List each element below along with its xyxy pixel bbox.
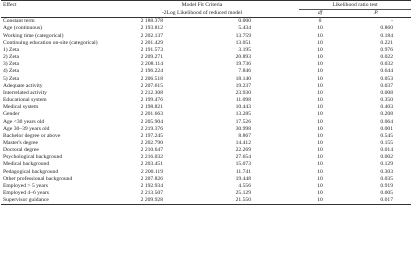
row-loglik: 2 201.663 <box>140 111 163 118</box>
row-effect: Interrelated activity <box>3 89 47 96</box>
row-effect: Adequate activity <box>3 82 43 89</box>
row-effect: Supervisor guidance <box>3 197 49 204</box>
row-loglik: 2 209.928 <box>140 197 163 204</box>
row-df: 10 <box>317 139 323 146</box>
row-df: 10 <box>317 32 323 39</box>
header-model-fit: Model Fit Criteria <box>181 2 223 9</box>
row-df: 10 <box>317 54 323 61</box>
table-row <box>1 176 411 183</box>
row-p: 0.064 <box>380 118 393 125</box>
row-df: 10 <box>317 118 323 125</box>
row-loglik: 2 219.376 <box>140 125 163 132</box>
table-row <box>1 197 411 205</box>
row-df: 10 <box>317 89 323 96</box>
header-model-fit-sub: -2Log Likelihood of reduced model <box>161 9 243 16</box>
row-effect: Pedagogical background <box>3 168 59 175</box>
row-p: 0.035 <box>380 175 393 182</box>
row-p: 0.644 <box>380 68 393 75</box>
row-p: 0.008 <box>380 89 393 96</box>
row-effect: 2) Zeta <box>3 54 19 61</box>
row-chisq: 4.556 <box>238 182 251 189</box>
row-p: 0.221 <box>380 39 393 46</box>
row-loglik: 2 201.429 <box>140 39 163 46</box>
row-effect: Employed > 5 years <box>3 182 48 189</box>
table-row <box>1 61 411 68</box>
row-loglik: 2 205.904 <box>140 118 163 125</box>
row-p: 0.350 <box>380 97 393 104</box>
row-p: 0.303 <box>380 168 393 175</box>
row-df: 10 <box>317 104 323 111</box>
row-p: - <box>391 18 393 25</box>
row-df: 10 <box>317 111 323 118</box>
row-chisq: 8.867 <box>238 132 251 139</box>
row-loglik: 2 207.826 <box>140 175 163 182</box>
row-loglik: 2 209.271 <box>140 54 163 61</box>
table-row <box>1 140 411 147</box>
table-row <box>1 154 411 161</box>
header-df: df <box>317 10 323 17</box>
row-loglik: 2 213.507 <box>140 190 163 197</box>
row-chisq: 13.285 <box>235 111 251 118</box>
row-p: 0.403 <box>380 104 393 111</box>
row-loglik: 2 193.812 <box>140 25 163 32</box>
row-df: 10 <box>317 46 323 53</box>
row-p: 0.037 <box>380 82 393 89</box>
row-effect: Age (continuous) <box>3 25 42 32</box>
row-effect: Other professional background <box>3 175 73 182</box>
row-loglik: 2 200.119 <box>140 168 163 175</box>
results-table <box>1 0 411 205</box>
table-header <box>1 1 411 18</box>
table-body <box>1 18 411 205</box>
row-loglik: 2 202.790 <box>140 139 163 146</box>
row-chisq: 11.098 <box>235 97 251 104</box>
row-loglik: 2 216.032 <box>140 154 163 161</box>
row-df: 10 <box>317 190 323 197</box>
row-p: 0.184 <box>380 32 393 39</box>
row-p: 0.005 <box>380 190 393 197</box>
row-chisq: 30.998 <box>235 125 251 132</box>
row-chisq: 27.654 <box>235 154 251 161</box>
row-chisq: 15.073 <box>235 161 251 168</box>
row-effect: Gender <box>3 111 20 118</box>
row-chisq: 7.846 <box>238 68 251 75</box>
row-df: 10 <box>317 147 323 154</box>
row-loglik: 2 203.451 <box>140 161 163 168</box>
row-chisq: 20.893 <box>235 54 251 61</box>
row-effect: Doctoral degree <box>3 147 39 154</box>
row-df: 10 <box>317 97 323 104</box>
row-df: 0 <box>318 18 322 25</box>
table-row <box>1 25 411 32</box>
row-effect: Psychological background <box>3 154 63 161</box>
table-row <box>1 33 411 40</box>
row-p: 0.155 <box>380 139 393 146</box>
row-chisq: 11.741 <box>235 168 251 175</box>
row-loglik: 2 206.518 <box>140 75 163 82</box>
row-chisq: 21.550 <box>235 197 251 204</box>
row-effect: 5) Zeta <box>3 75 19 82</box>
row-effect: Medical system <box>3 104 39 111</box>
header-effect: Effect <box>3 2 17 8</box>
row-loglik: 2 212.308 <box>140 89 163 96</box>
header-p: P <box>374 10 378 17</box>
table-row <box>1 104 411 111</box>
row-p: 0.017 <box>380 197 393 204</box>
row-p: 0.860 <box>380 25 393 32</box>
table-row <box>1 119 411 126</box>
row-effect: 3) Zeta <box>3 61 19 68</box>
row-loglik: 2 192.934 <box>140 182 163 189</box>
row-chisq: 17.526 <box>235 118 251 125</box>
row-effect: Educational system <box>3 97 47 104</box>
row-p: 0.919 <box>380 182 393 189</box>
row-df: 10 <box>317 25 323 32</box>
row-p: 0.014 <box>380 147 393 154</box>
row-df: 10 <box>317 175 323 182</box>
row-df: 10 <box>317 168 323 175</box>
row-df: 10 <box>317 75 323 82</box>
table-row <box>1 76 411 83</box>
row-df: 10 <box>317 68 323 75</box>
table-row <box>1 133 411 140</box>
row-df: 10 <box>317 61 323 68</box>
table-row <box>1 18 411 26</box>
row-loglik: 2 202.137 <box>140 32 163 39</box>
row-p: 0.976 <box>380 46 393 53</box>
row-chisq: 22.269 <box>235 147 251 154</box>
table-row <box>1 183 411 190</box>
row-df: 10 <box>317 82 323 89</box>
table-row <box>1 111 411 118</box>
row-df: 10 <box>317 182 323 189</box>
row-loglik: 2 199.476 <box>140 97 163 104</box>
row-chisq: 3.195 <box>238 46 251 53</box>
row-p: 0.001 <box>380 125 393 132</box>
row-effect: 4) Zeta <box>3 68 19 75</box>
row-p: 0.545 <box>380 132 393 139</box>
row-chisq: 0.000 <box>238 18 251 25</box>
row-df: 10 <box>317 161 323 168</box>
table-row <box>1 90 411 97</box>
table-row <box>1 169 411 176</box>
row-loglik: 2 197.245 <box>140 132 163 139</box>
table-row <box>1 40 411 47</box>
row-p: 0.208 <box>380 111 393 118</box>
row-chisq: 13.759 <box>235 32 251 39</box>
row-effect: Bachelor degree or above <box>3 132 61 139</box>
row-p: 0.129 <box>380 161 393 168</box>
row-df: 10 <box>317 197 323 204</box>
row-chisq: 19.237 <box>235 82 251 89</box>
row-loglik: 2 207.615 <box>140 82 163 89</box>
row-df: 10 <box>317 125 323 132</box>
row-p: 0.002 <box>380 154 393 161</box>
row-effect: 1) Zeta <box>3 46 19 53</box>
table-row <box>1 83 411 90</box>
row-effect: Age 30–39 years old <box>3 125 50 132</box>
table-row <box>1 68 411 75</box>
row-df: 10 <box>317 132 323 139</box>
row-effect: Continuing education on-site (categorical) <box>3 39 98 46</box>
row-chisq: 19.736 <box>235 61 251 68</box>
row-chisq: 14.412 <box>235 139 251 146</box>
table-row <box>1 161 411 168</box>
table-row <box>1 190 411 197</box>
row-loglik: 2 191.573 <box>140 46 163 53</box>
row-chisq: 10.443 <box>235 104 251 111</box>
row-chisq: 18.140 <box>235 75 251 82</box>
table-row <box>1 97 411 104</box>
row-chisq: 13.051 <box>235 39 251 46</box>
row-effect: Employed 4–6 years <box>3 190 49 197</box>
row-p: 0.032 <box>380 61 393 68</box>
row-loglik: 2 208.114 <box>140 61 163 68</box>
row-chisq: 5.434 <box>238 25 251 32</box>
row-df: 10 <box>317 154 323 161</box>
table-row <box>1 126 411 133</box>
table-row <box>1 54 411 61</box>
table-row <box>1 147 411 154</box>
row-loglik: 2 198.821 <box>140 104 163 111</box>
table-row <box>1 47 411 54</box>
row-effect: Age <30 years old <box>3 118 45 125</box>
row-chisq: 25.129 <box>235 190 251 197</box>
row-loglik: 2 188.378 <box>140 18 163 25</box>
row-loglik: 2 196.224 <box>140 68 163 75</box>
header-lrt: Likelihood ratio test <box>299 1 411 10</box>
row-df: 10 <box>317 39 323 46</box>
row-chisq: 23.930 <box>235 89 251 96</box>
row-effect: Medical background <box>3 161 50 168</box>
row-p: 0.053 <box>380 75 393 82</box>
row-p: 0.022 <box>380 54 393 61</box>
row-effect: Constant term <box>3 18 35 25</box>
row-effect: Working time (categorical) <box>3 32 64 39</box>
row-effect: Master's degree <box>3 139 39 146</box>
row-loglik: 2 210.647 <box>140 147 163 154</box>
row-chisq: 19.448 <box>235 175 251 182</box>
